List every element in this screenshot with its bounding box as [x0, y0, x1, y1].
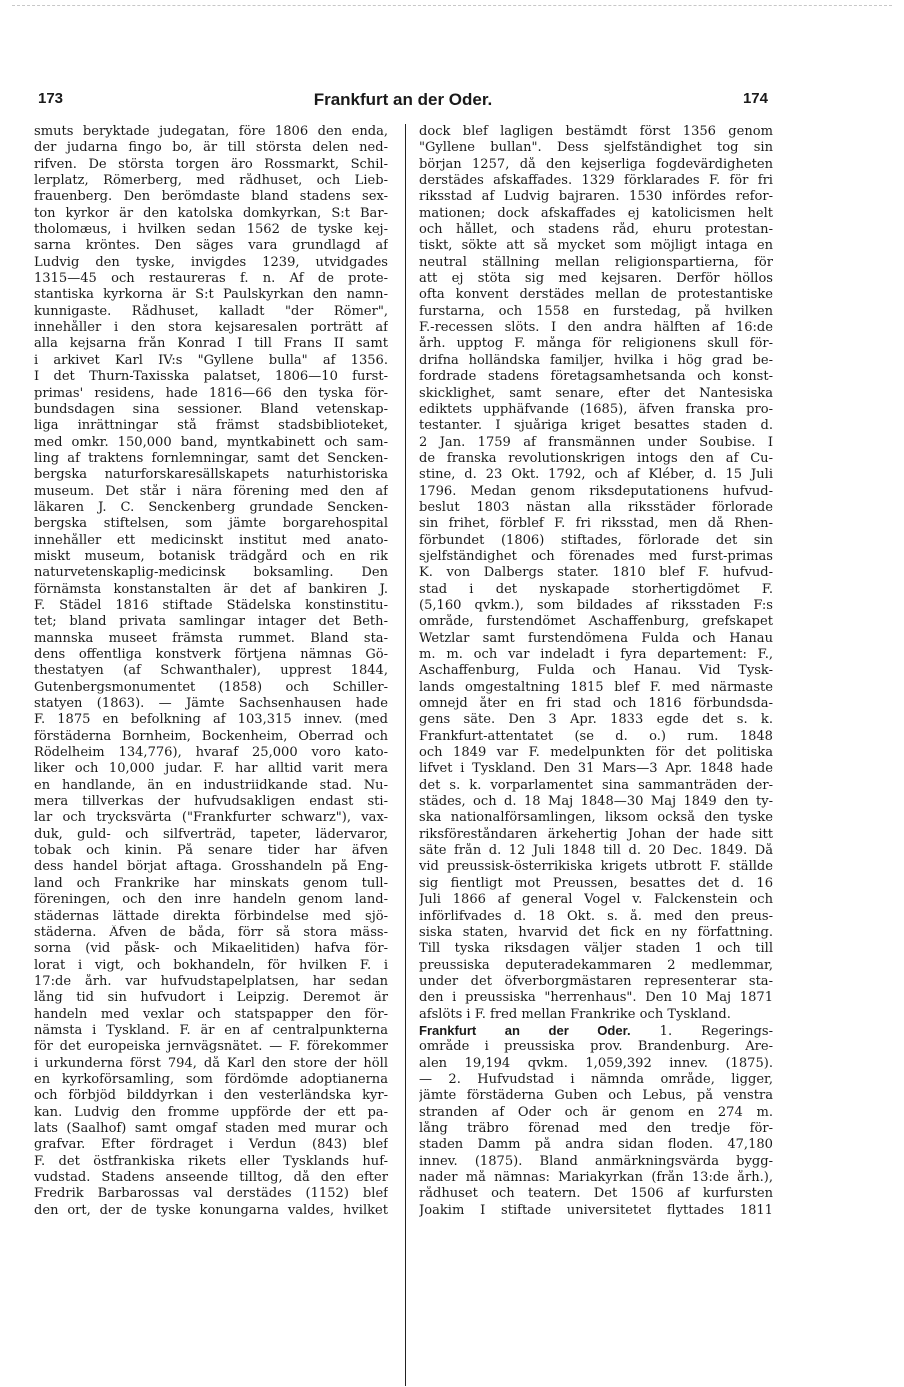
text-line: lorat i vigt, och bokhandeln, för hvilken F. i — [34, 957, 388, 973]
text-line: derstädes afskaffades. 1329 förklarades F. för fri — [419, 173, 773, 189]
text-line: början 1257, då den kejserliga fogdevärdigheten — [419, 156, 773, 172]
text-line: naturvetenskaplig-medicinsk boksamling. Den — [34, 565, 388, 581]
entry-line: nader må nämnas: Mariakyrkan (från 13:de årh.), — [419, 1170, 773, 1185]
text-line: F.-recessen slöts. I den andra hälften af 16:de — [419, 320, 773, 336]
text-line: Gutenbergsmonumentet (1858) och Schiller- — [34, 679, 388, 695]
column-divider — [405, 124, 406, 1386]
text-line: bundsdagen sina sessioner. Bland vetenskap- — [34, 401, 388, 417]
text-line: städernas lättade direkta förbindelse med sjö- — [34, 908, 388, 924]
entry-line: stranden af Oder och är genom en 274 m. — [419, 1104, 773, 1120]
text-line: i arkivet Karl IV:s "Gyllene bulla" af 1356. — [34, 352, 388, 368]
text-line: der judarna fingo bo, är till största delen ned- — [34, 140, 388, 156]
text-line: furstarna, och 1558 en furstedag, på hvilken — [419, 303, 773, 319]
text-line: ling af traktens fornlemningar, samt det Sencken- — [34, 450, 388, 466]
text-line: kan. Ludvig den fromme uppförde der ett pa- — [34, 1104, 388, 1120]
text-line: stine, d. 23 Okt. 1792, och af Kléber, d. 15 Juli — [419, 467, 773, 483]
text-line: Wetzlar samt furstendömena Fulda och Hanau — [419, 630, 773, 646]
text-line: "Gyllene bullan". Dess sjelfständighet tog sin — [419, 140, 773, 156]
entry-line: jämte förstäderna Guben och Lebus, på venstra — [419, 1088, 773, 1104]
text-line: det s. k. vorparlamentet sina sammanträden der- — [419, 777, 773, 793]
text-line: tobak och kinin. På senare tider har äfven — [34, 843, 388, 859]
text-line: stad i det nyskapade storhertigdömet F. — [419, 581, 773, 597]
text-line: för det europeiska jernvägsnätet. — F. förekommer — [34, 1039, 388, 1055]
text-line: neutral ställning mellan religionspartierna, för — [419, 254, 773, 270]
text-line: ton kyrkor är den katolska domkyrkan, S:t Bar- — [34, 205, 388, 221]
text-line: drifna holländska familjer, hvilka i hög grad be- — [419, 352, 773, 368]
text-line: lifvet i Tyskland. Den 31 Mars—3 Apr. 1848 hade — [419, 761, 773, 777]
running-head: Frankfurt an der Oder. — [313, 90, 493, 109]
text-line: mationen; dock afskaffades ej katolicismen helt — [419, 205, 773, 221]
text-line: förstäderna Bornheim, Bockenheim, Oberrad och — [34, 728, 388, 744]
text-line: föreningen, och den inre handeln genom land- — [34, 892, 388, 908]
text-line: lats (Saalhof) samt omgaf staden med murar och — [34, 1120, 388, 1136]
page-number-right: 174 — [742, 90, 768, 107]
text-line: handeln med vexlar och statspapper den för- — [34, 1006, 388, 1022]
entry-text: 1. Regerings- — [630, 1023, 773, 1039]
text-line: städerna. Äfven de båda, förr så stora mäss- — [34, 924, 388, 940]
right-column — [419, 124, 773, 1219]
text-line: läkaren J. C. Senckenberg grundade Sencken- — [34, 499, 388, 515]
text-line: införlifvades d. 18 Okt. s. å. med den preus- — [419, 908, 773, 924]
text-line: siska staten, hvarvid det fick en ny författning. — [419, 924, 773, 940]
text-line: under det öfverborgmästaren representerar sta- — [419, 973, 773, 989]
text-line: Juli 1866 af general Vogel v. Falckenstein och — [419, 892, 773, 908]
entry-first-line — [419, 1023, 773, 1039]
text-line: lar och trycksvärta ("Frankfurter schwarz"), vax- — [34, 810, 388, 826]
text-line: primas' residens, hade 1816—66 den tyska för- — [34, 385, 388, 401]
text-line: (5,160 qvkm.), som bildades af riksstaden F:s — [419, 597, 773, 613]
text-line: bergska naturforskaresällskapets naturhistoriska — [34, 467, 388, 483]
text-line: den ort, der de tyske konungarna valdes, hvilket — [34, 1202, 388, 1218]
text-line: en handlande, än en industriidkande stad. Nu- — [34, 777, 388, 793]
text-line: duk, guld- och silfverträd, tapeter, lädervaror, — [34, 826, 388, 842]
text-line: i urkunderna först 794, då Karl den store der höll — [34, 1055, 388, 1071]
text-line: nämsta i Tyskland. F. är en af centralpunkterna — [34, 1022, 388, 1038]
text-line: sarna kröntes. Den säges vara grundlagd af — [34, 238, 388, 254]
text-line: tholomæus, i hvilken sedan 1562 de tyske kej- — [34, 222, 388, 238]
text-line: statyen (1863). — Jämte Sachsenhausen hade — [34, 696, 388, 712]
text-line: stantiska kyrkorna är S:t Paulskyrkan den namn- — [34, 287, 388, 303]
text-line: 1315—45 och restaureras f. n. Af de prote- — [34, 271, 388, 287]
text-line: dens offentliga konstverk förtjena nämnas Gö- — [34, 647, 388, 662]
text-line: ediktets upphäfvande (1685), äfven franska pro- — [419, 401, 773, 417]
text-line: sorna (vid påsk- och Mikaelitiden) hafva för- — [34, 941, 388, 957]
text-line: mera tillverkas der hufvudsakligen endast sti- — [34, 794, 388, 810]
text-line: grafvar. Efter fördraget i Verdun (843) blef — [34, 1137, 388, 1153]
text-line: smuts beryktade judegatan, före 1806 den enda, — [34, 124, 388, 139]
text-line: 17:de årh. var hufvudstapelplatsen, har sedan — [34, 973, 388, 989]
text-line: tet; bland privata samlingar intager det Beth- — [34, 614, 388, 630]
page-number-left: 173 — [38, 90, 64, 107]
entry-line: staden Damm på andra sidan floden. 47,180 — [419, 1137, 773, 1153]
text-line: Frankfurt-attentatet (se d. o.) rum. 1848 — [419, 728, 773, 744]
entry-line: alen 19,194 qvkm. 1,059,392 innev. (1875). — [419, 1055, 773, 1071]
text-line: en kyrkoförsamling, som fördömde adoptianerna — [34, 1071, 388, 1087]
text-line: Ludvig den tyske, invigdes 1239, utvidgades — [34, 254, 388, 270]
text-line: område, furstendömet Aschaffenburg, grefskapet — [419, 614, 773, 630]
entry-headword: Frankfurt an der Oder. — [419, 1022, 631, 1038]
text-line: ofta konvent derstädes mellan de protestantiske — [419, 287, 773, 303]
text-line: frauenberg. Den berömdaste bland stadens sex- — [34, 189, 388, 205]
text-line: beslut 1803 nästan alla riksstäder förlorade — [419, 499, 773, 515]
text-line: mannska museet främsta rummet. Bland sta- — [34, 630, 388, 646]
text-line: preussiska deputeradekammaren 2 medlemmar, — [419, 957, 773, 973]
text-line: årh. upptog F. många för religionens skull för- — [419, 336, 773, 352]
text-line: liker och 10,000 judar. F. har alltid varit mera — [34, 761, 388, 777]
text-line: dess handel börjat aftaga. Grosshandeln på Eng- — [34, 859, 388, 875]
entry-line: — 2. Hufvudstad i nämnda område, ligger, — [419, 1071, 773, 1087]
text-line: skicklighet, samt senare, efter det Nantesiska — [419, 385, 773, 401]
text-line: dock blef lagligen bestämdt först 1356 genom — [419, 124, 773, 139]
text-line: Rödelheim 134,776), hvaraf 25,000 voro kato- — [34, 745, 388, 761]
text-line: I det Thurn-Taxisska palatset, 1806—10 furst- — [34, 369, 388, 385]
text-line: ska nationalförsamlingen, liksom också den tyske — [419, 810, 773, 826]
text-line: rifven. De största torgen äro Rossmarkt, Schil- — [34, 156, 388, 172]
text-line: bergska stiftelsen, som jämte borgarehospital — [34, 516, 388, 532]
text-line: Fredrik Barbarossas val derstädes (1152) blef — [34, 1186, 388, 1202]
text-line: Till tyska riksdagen väljer staden 1 och till — [419, 941, 773, 957]
text-line: förbundet (1806) stiftades, förlorade det sin — [419, 532, 773, 548]
text-line: innehåller i den stora kejsaresalen porträtt af — [34, 320, 388, 336]
text-line: museum. Det står i nära förening med den af — [34, 483, 388, 499]
text-line: kunnigaste. Rådhuset, kalladt "der Römer", — [34, 303, 388, 319]
text-line: lerplatz, Römerberg, med rådhuset, och Lieb- — [34, 173, 388, 189]
text-line: alla kejsarna från Konrad I till Frans II samt — [34, 336, 388, 352]
text-line: den i preussiska "herrenhaus". Den 10 Maj 1871 — [419, 990, 773, 1006]
text-line: 2 Jan. 1759 af fransmännen under Soubise. I — [419, 434, 773, 450]
text-line: F. Städel 1816 stiftade Städelska konstinstitu- — [34, 597, 388, 613]
text-line: fordrade stadens företagsamhetsanda och konst- — [419, 369, 773, 385]
left-column — [34, 124, 388, 1219]
text-line: sin frihet, förblef F. fri riksstad, men då Rhen- — [419, 516, 773, 532]
text-line: lands omgestaltning 1815 blef F. med närmaste — [419, 679, 773, 695]
text-line: omnejd åter en fri stad och 1816 förbundsda- — [419, 696, 773, 712]
text-line: F. det östfrankiska rikets eller Tysklands huf- — [34, 1153, 388, 1169]
text-line: Aschaffenburg, Fulda och Hanau. Vid Tysk- — [419, 663, 773, 679]
text-line: vudstad. Stadens anseende tilltog, då den efter — [34, 1170, 388, 1185]
text-line: thestatyen (af Schwanthaler), upprest 1844, — [34, 663, 388, 679]
text-line: och hållet, och stadens råd, ehuru protestan- — [419, 222, 773, 238]
text-line: riksföreståndaren ärkehertig Johan der hade sitt — [419, 826, 773, 842]
text-line: liga inrättningar stå främst stadsbiblioteket, — [34, 418, 388, 434]
text-line: sjelfständighet och förenades med furst-primas — [419, 548, 773, 564]
text-line: gens säte. Den 3 Apr. 1833 egde det s. k. — [419, 712, 773, 728]
text-line: förnämsta konstanstalten är det af bankiren J. — [34, 581, 388, 597]
text-line: miskt museum, botanisk trädgård och en rik — [34, 548, 388, 564]
text-line: och förbjöd bilddyrkan i den vesterländska kyr- — [34, 1088, 388, 1104]
text-line: afslöts i F. fred mellan Frankrike och Tyskland. — [419, 1006, 731, 1022]
text-line: riksstad af Ludvig bajraren. 1530 infördes refor- — [419, 189, 773, 205]
text-line: sig fientligt mot Preussen, besattes det d. 16 — [419, 875, 773, 891]
entry-line: rådhuset och teatern. Det 1506 af kurfursten — [419, 1186, 773, 1202]
text-line: 1796. Medan genom riksdeputationens hufvud- — [419, 483, 773, 499]
text-line: städes, och d. 18 Maj 1848—30 Maj 1849 den ty- — [419, 794, 773, 810]
text-line: vid preussisk-österrikiska krigets utbrott F. ställde — [419, 859, 773, 875]
entry-line: område i preussiska prov. Brandenburg. Are- — [419, 1039, 773, 1055]
entry-line: lång träbro förenad med den tredje för- — [419, 1120, 773, 1136]
text-line: testanter. I sjuåriga kriget besattes staden d. — [419, 418, 773, 434]
text-line: K. von Dalbergs stater. 1810 blef F. hufvud- — [419, 565, 773, 581]
entry-line: Joakim I stiftade universitetet flyttades 1811 — [419, 1202, 773, 1218]
text-line: att ej stöta sig med kejsaren. Derför höllos — [419, 271, 773, 287]
entry-line: innev. (1875). Bland anmärkningsvärda bygg- — [419, 1153, 773, 1169]
text-line: F. 1875 en befolkning af 103,315 innev. (med — [34, 712, 388, 728]
text-line: innehåller ett medicinskt institut med anato- — [34, 532, 388, 548]
text-line: land och Frankrike har minskats genom tull- — [34, 875, 388, 891]
text-line: tiskt, sökte att så mycket som möjligt intaga en — [419, 238, 773, 254]
text-line: m. m. och var indeladt i fyra departement: F., — [419, 647, 773, 662]
text-line: och 1849 var F. medelpunkten för det politiska — [419, 745, 773, 761]
text-line: med omkr. 150,000 band, myntkabinett och sam- — [34, 434, 388, 450]
text-line: lång tid sin hufvudort i Leipzig. Deremot är — [34, 990, 388, 1006]
top-edge-rule — [12, 5, 892, 6]
page-header — [38, 90, 768, 114]
text-line: de franska revolutionskrigen intogs den af Cu- — [419, 450, 773, 466]
text-line: säte från d. 12 Juli 1848 till d. 20 Dec. 1849. Då — [419, 843, 773, 859]
